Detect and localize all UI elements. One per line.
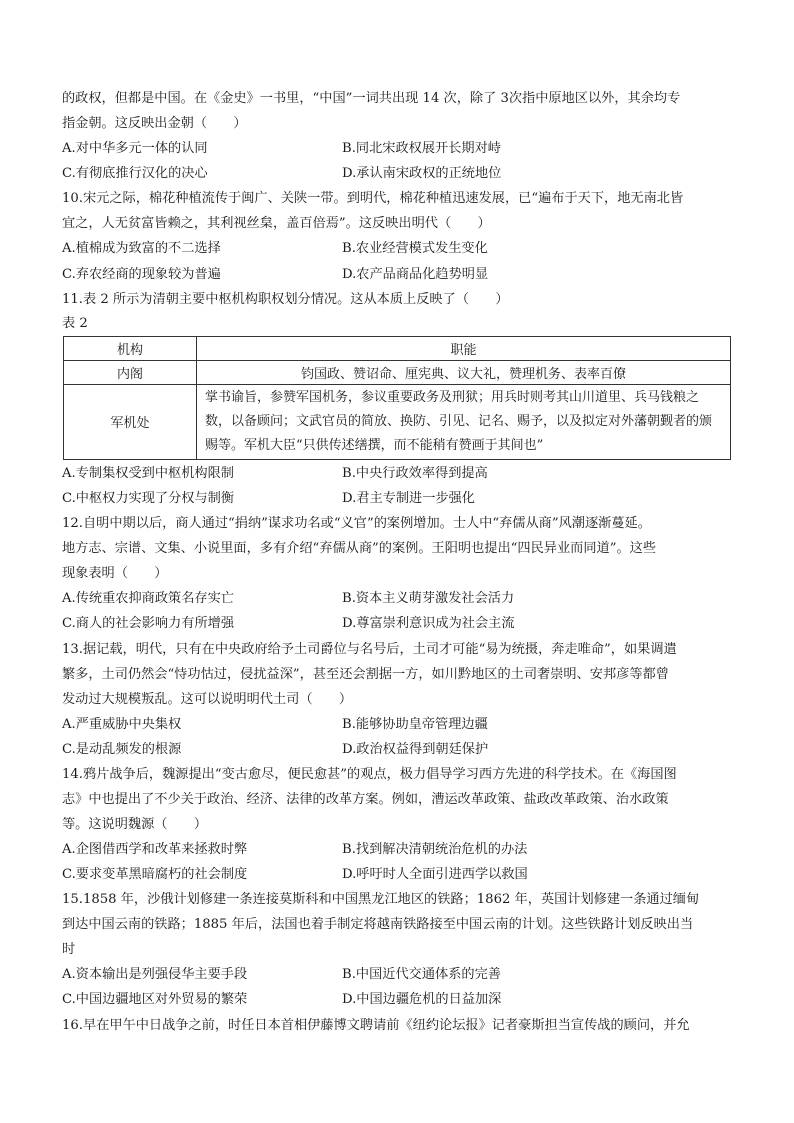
text-line: 15.1858 年，沙俄计划修建一条连接莫斯科和中国黑龙江地区的铁路；1862 年，英国计划修建一条通过缅甸: [62, 892, 700, 908]
option-d: D.政治权益得到朝廷保护: [342, 741, 489, 757]
option-b: B.能够协助皇帝管理边疆: [342, 716, 488, 732]
option-c: C.是动乱频发的根源: [62, 741, 182, 757]
option-c: C.商人的社会影响力有所增强: [62, 616, 235, 632]
exam-page: [62, 86, 732, 1038]
table-header-cell: 机构: [64, 336, 197, 360]
question-14: [62, 762, 732, 887]
option-c: C.中国边疆地区对外贸易的繁荣: [62, 992, 248, 1008]
question-12: [62, 511, 732, 636]
text-line: 指金朝。这反映出金朝（ ）: [62, 116, 247, 131]
text-line: 10.宋元之际，棉花种植流传于闽广、关陕一带。到明代，棉花种植迅速发展，已“遍布于天下，地无南北皆: [62, 191, 684, 207]
text-line: 的政权，但都是中国。在《金史》一书里，“中国”一词共出现 14 次，除了 3次指中原地区以外，其余均专: [62, 91, 681, 106]
option-c: C.中枢权力实现了分权与制衡: [62, 490, 235, 506]
option-d: D.尊富崇利意识成为社会主流: [342, 616, 515, 632]
question-10: [62, 186, 732, 286]
option-a: A.专制集权受到中枢机构限制: [62, 465, 234, 481]
text-line: 宜之，人无贫富皆赖之，其利视丝枲，盖百倍焉”。这反映出明代（ ）: [62, 216, 491, 232]
option-row: [62, 737, 732, 762]
table-row: [64, 360, 731, 384]
option-d: D.呼吁时人全面引进西学以救国: [342, 867, 528, 883]
table-caption: 表 2: [62, 315, 88, 331]
option-a: A.企图借西学和改革来拯救时弊: [62, 841, 248, 857]
option-b: B.同北宋政权展开长期对峙: [342, 141, 501, 156]
option-b: B.找到解决清朝统治危机的办法: [342, 841, 528, 857]
option-d: D.农产品商品化趋势明显: [342, 266, 489, 282]
option-b: B.资本主义萌芽激发社会活力: [342, 591, 515, 607]
question-13: [62, 637, 732, 762]
data-table: [63, 336, 731, 460]
option-d: D.承认南宋政权的正统地位: [342, 166, 502, 182]
option-a: A.资本输出是列强侵华主要手段: [62, 967, 248, 983]
table-cell-org: 内阁: [64, 360, 197, 384]
q9-stem: [62, 86, 732, 136]
text-line: 12.自明中期以后，商人通过“捐纳”谋求功名或“义官”的案例增加。士人中“弃儒从商”风潮逐渐蔓延。: [62, 516, 651, 532]
question-16: [62, 1013, 732, 1038]
option-row: [62, 611, 732, 636]
option-a: A.植棉成为致富的不二选择: [62, 241, 221, 257]
option-a: A.传统重农抑商政策名存实亡: [62, 591, 234, 607]
option-row: [62, 987, 732, 1012]
text-line: 繁多，土司仍然会“恃功怙过，侵扰益深”，甚至还会割据一方，如川黔地区的土司奢崇明、安邦彦等都曾: [62, 666, 669, 682]
option-row: [62, 486, 732, 511]
option-c: C.要求变革黑暗腐朽的社会制度: [62, 867, 248, 883]
table-cell-duty: 钧国政、赞诏命、厘宪典、议大礼，赞理机务、表率百僚: [197, 360, 731, 384]
table-cell-duty: 掌书谕旨，参赞军国机务，参议重要政务及刑狱；用兵时则考其山川道里、兵马钱粮之数，以备顾问；文武官员的简放、换防、引见、记名、赐予，以及拟定对外藩朝觐者的颁赐等。军机大臣“只供传述缮撰，而不能稍有赞画于其间也”: [197, 384, 731, 459]
text-line: 志》中也提出了不少关于政治、经济、法律的改革方案。例如，漕运改革政策、盐政改革政策、治水政策: [62, 791, 669, 807]
option-c: C.弃农经商的现象较为普遍: [62, 266, 221, 282]
option-d: D.君主专制进一步强化: [342, 490, 475, 506]
text-line: 时: [62, 942, 76, 958]
text-line: 到达中国云南的铁路；1885 年后，法国也着手制定将越南铁路接至中国云南的计划。这些铁路计划反映出当: [62, 917, 694, 933]
option-b: B.中国近代交通体系的完善: [342, 967, 501, 983]
option-row: [62, 136, 732, 161]
text-line: 地方志、宗谱、文集、小说里面，多有介绍“弃儒从商”的案例。王阳明也提出“四民异业而同道”。这些: [62, 541, 657, 557]
option-row: [62, 586, 732, 611]
question-15: [62, 887, 732, 1012]
option-row: [62, 962, 732, 987]
option-b: B.农业经营模式发生变化: [342, 241, 488, 257]
option-row: [62, 161, 732, 186]
table-cell-org: 军机处: [64, 384, 197, 459]
option-a: A.对中华多元一体的认同: [62, 141, 208, 156]
option-row: [62, 712, 732, 737]
table-row: [64, 384, 731, 459]
option-a: A.严重威胁中央集权: [62, 716, 182, 732]
text-line: 16.早在甲午中日战争之前，时任日本首相伊藤博文聘请前《纽约论坛报》记者豪斯担当宣传战的顾问，并允: [62, 1017, 690, 1033]
text-line: 等。这说明魏源（ ）: [62, 816, 208, 832]
text-line: 发动过大规模叛乱。这可以说明明代土司（ ）: [62, 691, 353, 707]
table-header-row: [64, 336, 731, 360]
option-row: [62, 837, 732, 862]
text-line: 现象表明（ ）: [62, 566, 168, 582]
option-row: [62, 262, 732, 287]
option-d: D.中国边疆危机的日益加深: [342, 992, 502, 1008]
option-row: [62, 236, 732, 261]
option-row: [62, 461, 732, 486]
text-line: 14.鸦片战争后，魏源提出“变古愈尽，便民愈甚”的观点，极力倡导学习西方先进的科学技术。在《海国图: [62, 766, 677, 782]
table-header-cell: 职能: [197, 336, 731, 360]
text-line: 11.表 2 所示为清朝主要中枢机构职权划分情况。这从本质上反映了（ ）: [62, 291, 509, 307]
text-line: 13.据记载，明代，只有在中央政府给予土司爵位与名号后，土司才可能“易为统摄，奔走唯命”，如果调遣: [62, 641, 677, 657]
option-c: C.有彻底推行汉化的决心: [62, 166, 208, 182]
option-b: B.中央行政效率得到提高: [342, 465, 488, 481]
question-11: [62, 287, 732, 511]
option-row: [62, 862, 732, 887]
